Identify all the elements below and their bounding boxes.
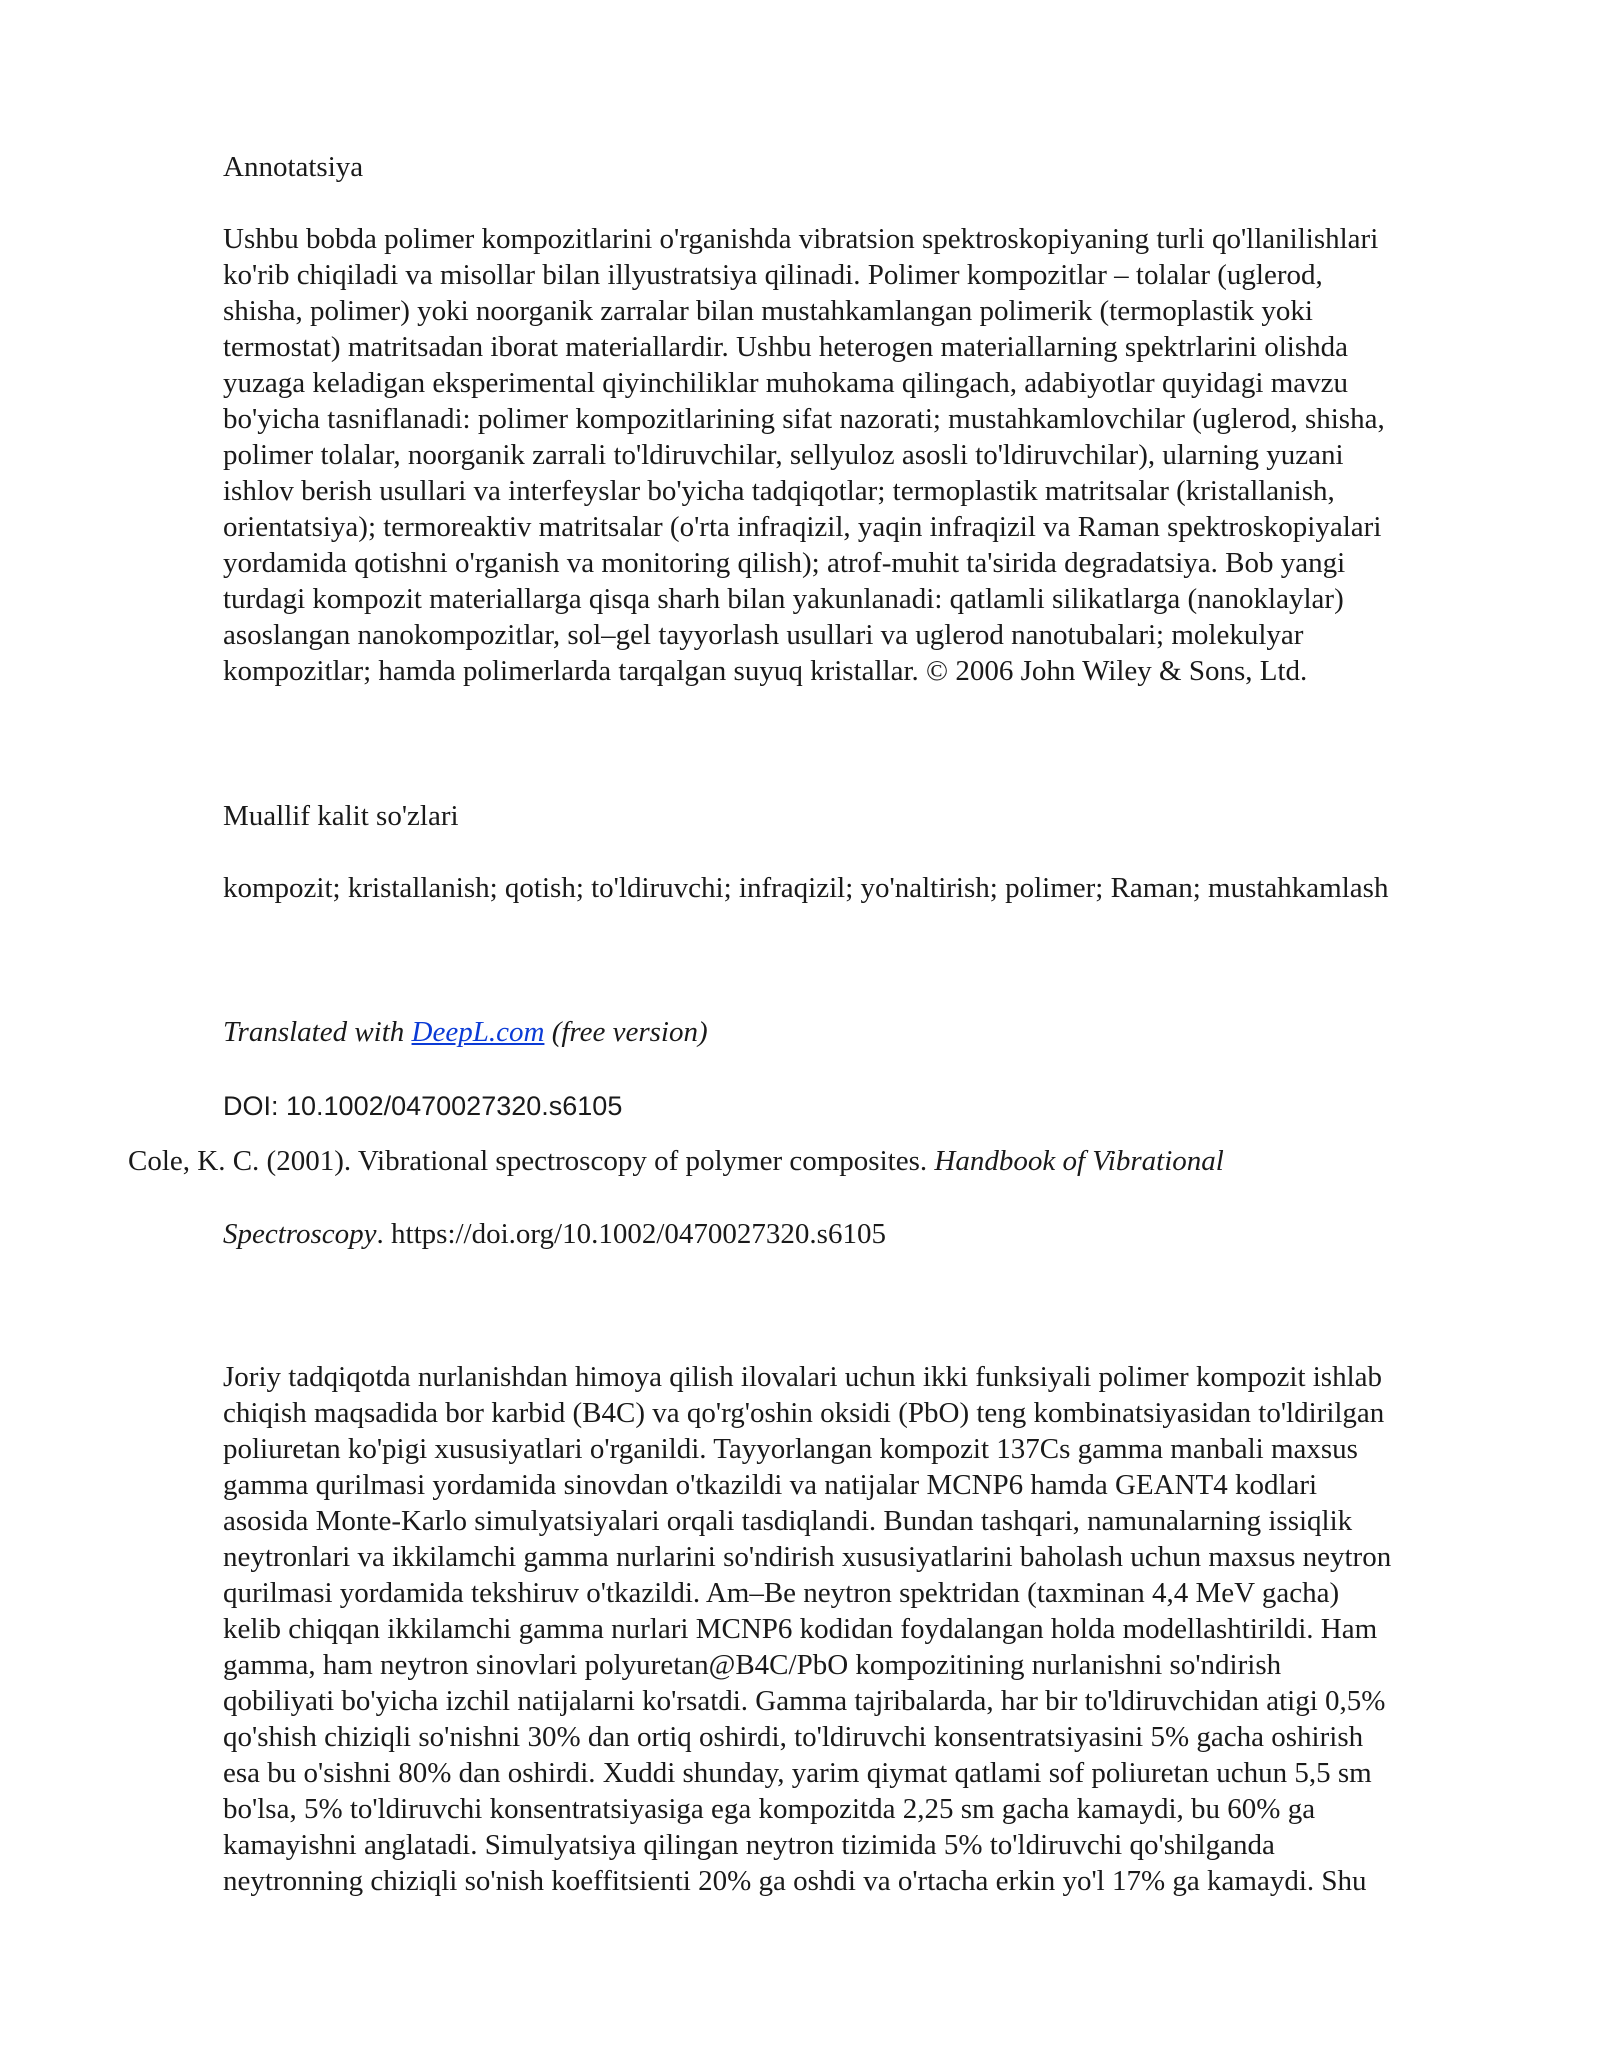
keywords-list: kompozit; kristallanish; qotish; to'ldiruvchi; infraqizil; yo'naltirish; polimer; Raman; mustahkamlash: [223, 872, 1389, 904]
citation-doi-url[interactable]: . https://doi.org/10.1002/0470027320.s6105: [376, 1218, 886, 1250]
annotation-line: polimer tolalar, noorganik zarrali to'ldiruvchilar, sellyuloz asosli to'ldiruvchilar), ularning yuzani: [223, 439, 1344, 471]
body-line: gamma qurilmasi yordamida sinovdan o'tkazildi va natijalar MCNP6 hamda GEANT4 kodlari: [223, 1469, 1318, 1501]
body-paragraph: [223, 1359, 1513, 1899]
body-line: neytronlari va ikkilamchi gamma nurlarini so'ndirish xususiyatlarini baholash uchun maxsus neytron: [223, 1541, 1392, 1573]
body-line: poliuretan ko'pigi xususiyatlari o'rganildi. Tayyorlangan kompozit 137Cs gamma manbali maxsus: [223, 1433, 1358, 1465]
body-line: chiqish maqsadida bor karbid (B4C) va qo'rg'oshin oksidi (PbO) teng kombinatsiyasidan to'ldirilgan: [223, 1397, 1385, 1429]
body-line: Joriy tadqiqotda nurlanishdan himoya qilish ilovalari uchun ikki funksiyali polimer kompozit ishlab: [223, 1361, 1383, 1393]
body-line: bo'lsa, 5% to'ldiruvchi konsentratsiyasiga ega kompozitda 2,25 sm gacha kamaydi, bu 60% ga: [223, 1793, 1316, 1825]
body-line: gamma, ham neytron sinovlari polyuretan@B4C/PbO kompozitining nurlanishni so'ndirish: [223, 1649, 1282, 1681]
citation-authors-title: Cole, K. C. (2001). Vibrational spectroscopy of polymer composites.: [128, 1145, 935, 1177]
annotation-line: kompozitlar; hamda polimerlarda tarqalgan suyuq kristallar. © 2006 John Wiley & Sons, Ltd.: [223, 655, 1308, 687]
annotation-line: Ushbu bobda polimer kompozitlarini o'rganishda vibratsion spektroskopiyaning turli qo'llanilishlari: [223, 223, 1379, 255]
annotation-line: asoslangan nanokompozitlar, sol–gel tayyorlash usullari va uglerod nanotubalari; molekulyar: [223, 619, 1304, 651]
annotation-paragraph: [223, 221, 1513, 689]
doi-line: DOI: 10.1002/0470027320.s6105: [223, 1091, 623, 1121]
annotation-line: yordamida qotishni o'rganish va monitoring qilish); atrof-muhit ta'sirida degradatsiya. Bob yangi: [223, 547, 1346, 579]
body-line: kelib chiqqan ikkilamchi gamma nurlari MCNP6 kodidan foydalangan holda modellashtirildi. Ham: [223, 1613, 1378, 1645]
body-line: qurilmasi yordamida tekshiruv o'tkazildi. Am–Be neytron spektridan (taxminan 4,4 MeV gacha): [223, 1577, 1340, 1609]
citation-journal-cont: Spectroscopy: [223, 1218, 377, 1250]
translation-suffix: (free version): [544, 1016, 708, 1048]
annotation-line: ko'rib chiqiladi va misollar bilan illyustratsiya qilinadi. Polimer kompozitlar – tolalar (uglerod,: [223, 259, 1323, 291]
annotation-line: turdagi kompozit materiallarga qisqa sharh bilan yakunlanadi: qatlamli silikatlarga (nanoklaylar): [223, 583, 1344, 615]
body-line: kamayishni anglatadi. Simulyatsiya qilingan neytron tizimida 5% to'ldiruvchi qo'shilganda: [223, 1829, 1275, 1861]
deepl-link[interactable]: DeepL.com: [411, 1016, 545, 1048]
translation-prefix: Translated with: [223, 1016, 412, 1048]
annotation-line: ishlov berish usullari va interfeyslar bo'yicha tadqiqotlar; termoplastik matritsalar (kristallanish,: [223, 475, 1335, 507]
body-line: qobiliyati bo'yicha izchil natijalarni ko'rsatdi. Gamma tajribalarda, har bir to'ldiruvchidan atigi 0,5%: [223, 1685, 1386, 1717]
annotation-line: yuzaga keladigan eksperimental qiyinchiliklar muhokama qilingach, adabiyotlar quyidagi mavzu: [223, 367, 1348, 399]
annotation-line: shisha, polimer) yoki noorganik zarralar bilan mustahkamlangan polimerik (termoplastik yoki: [223, 295, 1313, 327]
translation-note: [223, 1014, 1513, 1050]
annotation-line: termostat) matritsadan iborat materiallardir. Ushbu heterogen materiallarning spektrlarini olishda: [223, 331, 1348, 363]
body-line: asosida Monte-Karlo simulyatsiyalari orqali tasdiqlandi. Bundan tashqari, namunalarning issiqlik: [223, 1505, 1353, 1537]
annotation-heading: Annotatsiya: [223, 151, 364, 183]
body-line: qo'shish chiziqli so'nishni 30% dan ortiq oshirdi, to'ldiruvchi konsentratsiyasini 5% gacha oshirish: [223, 1721, 1364, 1753]
citation-line-2: [223, 1216, 886, 1252]
annotation-line: bo'yicha tasniflanadi: polimer kompozitlarining sifat nazorati; mustahkamlovchilar (uglerod, shisha,: [223, 403, 1385, 435]
annotation-line: orientatsiya); termoreaktiv matritsalar (o'rta infraqizil, yaqin infraqizil va Raman spektroskopiyalari: [223, 511, 1382, 543]
citation-line-1: [128, 1143, 1224, 1179]
body-line: esa bu o'sishni 80% dan oshirdi. Xuddi shunday, yarim qiymat qatlami sof poliuretan uchun 5,5 sm: [223, 1757, 1372, 1789]
keywords-heading: Muallif kalit so'zlari: [223, 800, 459, 832]
body-line: neytronning chiziqli so'nish koeffitsienti 20% ga oshdi va o'rtacha erkin yo'l 17% ga kamaydi. Shu: [223, 1865, 1367, 1897]
citation-journal: Handbook of Vibrational: [934, 1145, 1224, 1177]
